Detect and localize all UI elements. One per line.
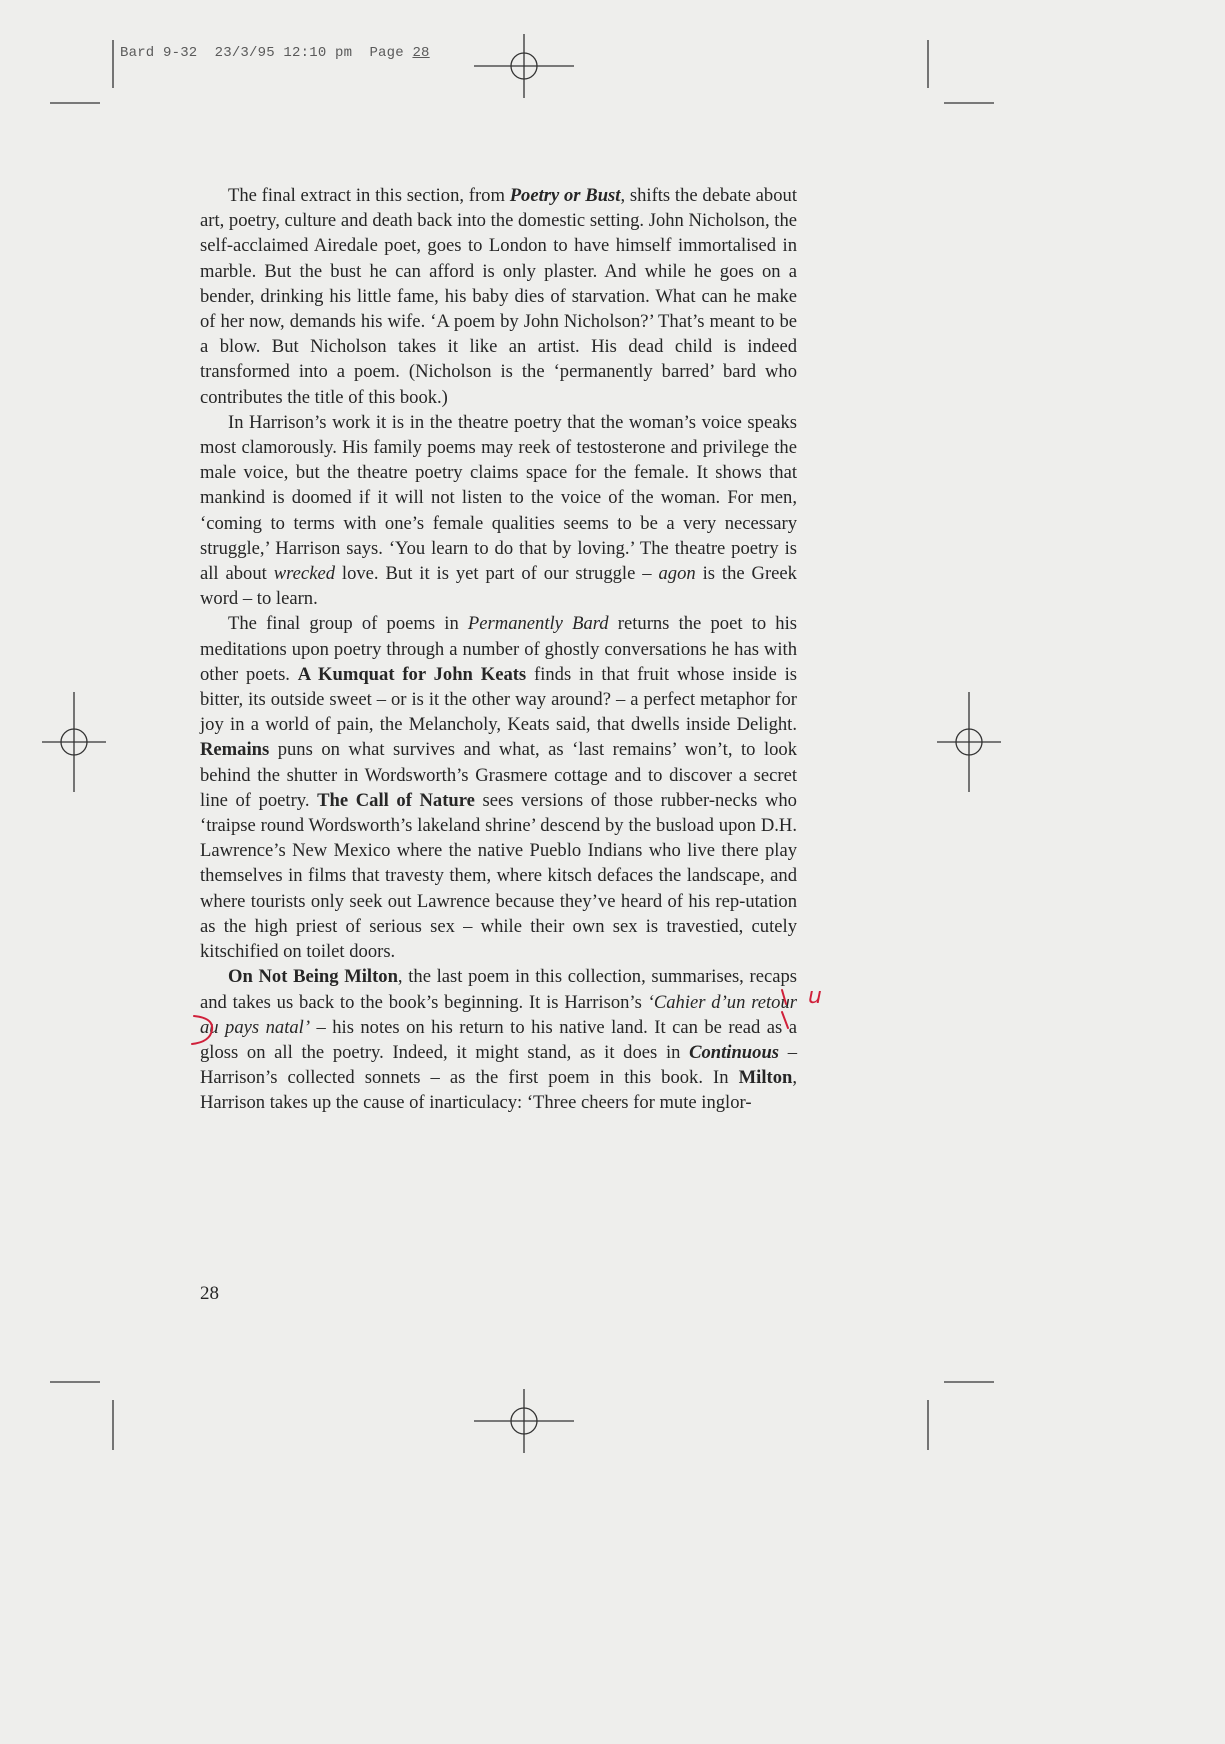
text-run: In Harrison’s work it is in the theatre poetry that the woman’s voice speaks most clamorously. His family poems may reek of testosterone and privilege the male voice, but the theatre poetry claims space for the female. It shows that mankind is doomed if it will not listen to the voice of the woman. For men, ‘coming to terms with one’s female qualities seems to be a very necessary struggle,’ Harrison says. ‘You learn to do that by loving.’ The theatre poetry is all about xyxy=(200,411,797,585)
poem-title-on-not-being-milton: On Not Being Milton xyxy=(228,966,398,988)
text-run: , Harrison takes up the cause of inarticulacy: ‘Three cheers for mute inglor- xyxy=(200,1067,797,1114)
text-run: love. But it is yet part of our struggle – xyxy=(335,563,659,585)
slug-prefix: Bard 9-32 23/3/95 12:10 pm Page xyxy=(120,45,413,61)
poem-title-milton: Milton xyxy=(738,1067,793,1089)
poem-title-call-of-nature: The Call of Nature xyxy=(317,789,475,811)
title-continuous: Continuous xyxy=(689,1041,780,1063)
poem-title-kumquat: A Kumquat for John Keats xyxy=(297,663,527,685)
text-run: sees versions of those rubber-necks who ‘traipse round Wordsworth’s lakeland shrine’ descend by the busload upon D.H. Lawrence’s New Mexico where the native Pueblo Indians who live there play themselves in films that travesty them, where kitsch defaces the landscape, and where tourists only seek out Lawrence because they’ve heard of his rep-utation as the high priest of serious sex – while their own sex is travestied, cutely kitschified on toilet doors. xyxy=(200,789,797,963)
slug-page: 28 xyxy=(412,45,430,61)
proof-margin-letter: u xyxy=(808,984,822,1009)
page-number: 28 xyxy=(200,1283,219,1304)
text-run: The final extract in this section, from xyxy=(228,185,510,206)
text-run: – his notes on his return to his native land. It can be read as a gloss on all the poetry. Indeed, it might stand, as it does in xyxy=(200,1016,797,1063)
text-run: puns on what survives and what, as ‘last remains’ won’t, to look behind the shutter in Wordsworth’s Grasmere cottage and to discover a secret line of poetry. xyxy=(200,739,797,811)
emphasis-wrecked: wrecked xyxy=(273,563,335,585)
text-run: finds in that fruit whose inside is bitter, its outside sweet – or is it the other way around? – a perfect metaphor for joy in a world of pain, the Melancholy, Keats said, that dwells inside Delight. xyxy=(200,663,797,736)
text-run: , the last poem in this collection, summarises, recaps and takes us back to the book’s beginning. It is Harrison’s xyxy=(200,966,797,1013)
title-cahier: ‘Cahier d’un retour au pays natal’ xyxy=(200,991,797,1038)
text-run: returns the poet to his meditations upon poetry through a number of ghostly conversations he has with other poets. xyxy=(200,613,798,685)
text-run: is the Greek word – to learn. xyxy=(200,563,797,610)
text-run: , shifts the debate about art, poetry, culture and death back into the domestic setting. John Nicholson, the self-acclaimed Airedale poet, goes to London to have himself immortalised in marble. But the bust he can afford is only plaster. And while he goes on a bender, drinking his little fame, his baby dies of starvation. What can he make of her now, demands his wife. ‘A poem by John Nicholson?’ That’s meant to be a blow. But Nicholson takes it like an artist. His dead child is indeed transformed into a poem. (Nicholson is the ‘permanently barred’ bard who contributes the title of this book.) xyxy=(200,185,797,408)
title-permanently-bard: Permanently Bard xyxy=(467,613,609,635)
title-poetry-or-bust: Poetry or Bust xyxy=(509,185,621,206)
text-run: – Harrison’s collected sonnets – as the first poem in this book. In xyxy=(200,1041,798,1089)
text-run: The final group of poems in xyxy=(228,613,468,635)
poem-title-remains: Remains xyxy=(200,739,270,761)
emphasis-agon: agon xyxy=(658,563,696,585)
